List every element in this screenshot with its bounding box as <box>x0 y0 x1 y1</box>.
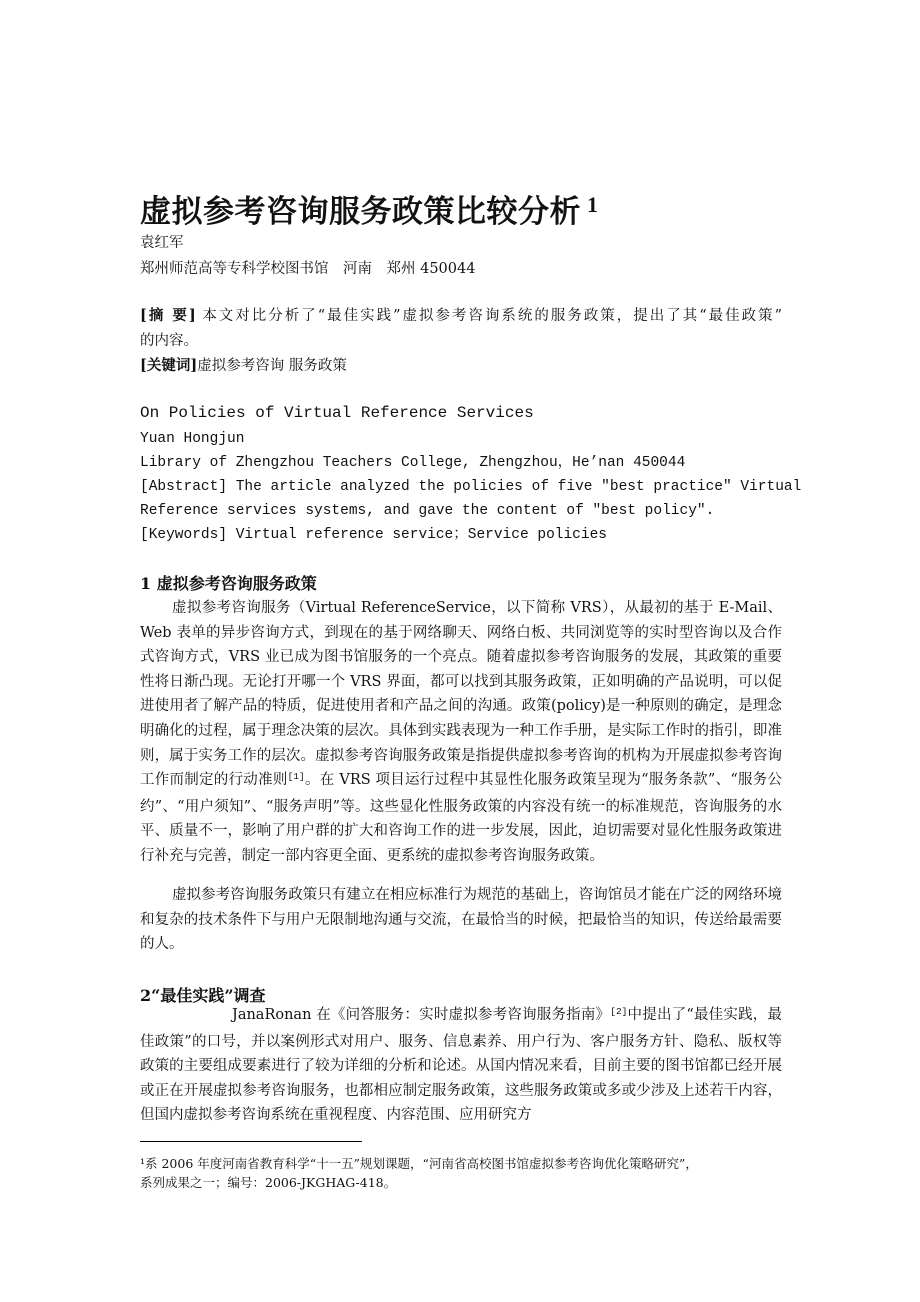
keywords-line <box>140 356 347 376</box>
footnote-rule <box>140 1141 362 1142</box>
keywords-label: [关键词] <box>140 357 198 374</box>
abstract-text-1: 本文对比分析了“最佳实践”虚拟参考咨询系统的服务政策，提出了其“最佳政策” <box>195 308 782 324</box>
section-2-heading: 2“最佳实践”调查 <box>140 986 266 1005</box>
keywords-text: 虚拟参考咨询 服务政策 <box>197 358 347 374</box>
en-title: On Policies of Virtual Reference Services <box>140 404 534 422</box>
title-text: 虚拟参考咨询服务政策比较分析 <box>140 194 581 230</box>
section-1-heading: 1 虚拟参考咨询服务政策 <box>140 574 317 593</box>
abstract-line-1 <box>140 306 782 326</box>
en-abstract-label: [Abstract] <box>140 479 228 495</box>
en-abstract-text-1: The article analyzed the policies of five "best practice" Virtual <box>227 479 802 495</box>
en-affiliation: Library of Zhengzhou Teachers College, Zhengzhou，He’nan 450044 <box>140 455 686 471</box>
s1p1-text-a: 虚拟参考咨询服务（Virtual ReferenceService，以下简称 VRS），从最初的基于 E-Mail、Web 表单的异步咨询方式，到现在的基于网络聊天、网络白板、共同浏览等的实时型咨询以及合作式咨询方式，VRS 业已成为图书馆服务的一个亮点。随着虚拟参考咨询服务的发展，其政策的重要性将日渐凸现。无论打开哪一个 VRS 界面，都可以找到其服务政策，正如明确的产品说明，可以促进使用者了解产品的特质，促进使用者和产品之间的沟通。政策(policy)是一种原则的确定，是理念明确化的过程，属于理念决策的层次。具体到实践表现为一种工作手册，是实际工作时的指引，即准则，属于实务工作的层次。虚拟参考咨询服务政策是指提供虚拟参考咨询的机构为开展虚拟参考咨询工作而制定的行动准则 <box>140 600 782 789</box>
s2p1-text-a: JanaRonan 在《问答服务：实时虚拟参考咨询服务指南》 <box>232 1007 611 1023</box>
en-keywords-label: [Keywords] <box>140 527 228 543</box>
en-keywords-line <box>140 525 607 545</box>
en-abstract-line-1 <box>140 477 802 497</box>
author: 袁红军 <box>140 235 184 251</box>
section-1-paragraph-2: 虚拟参考咨询服务政策只有建立在相应标准行为规范的基础上，咨询馆员才能在广泛的网络环境和复杂的技术条件下与用户无限制地沟通与交流，在最恰当的时候，把最恰当的知识，传送给最需要的人。 <box>140 887 782 953</box>
footnote-line-2: 系列成果之一；编号：2006-JKGHAG-418。 <box>140 1175 397 1190</box>
section-1-paragraph-1 <box>140 596 782 869</box>
en-author: Yuan Hongjun <box>140 431 245 447</box>
title-footnote-mark: 1 <box>587 192 599 217</box>
paper-title <box>140 186 599 231</box>
citation-ref-2[interactable]: [2] <box>610 1006 628 1017</box>
s2p1-text-b: 中提出了“最佳实践，最佳政策”的口号，并以案例形式对用户、服务、信息素养、用户行为、客户服务方针、隐私、版权等政策的主要组成要素进行了较为详细的分析和论述。从国内情况来看，目前主要的图书馆都已经开展或正在开展虚拟参考咨询服务，也都相应制定服务政策，这些服务政策或多或少涉及上述若干内容，但国内虚拟参考咨询系统在重视程度、内容范围、应用研究方 <box>140 1007 782 1124</box>
affiliation: 郑州师范高等专科学校图书馆 河南 郑州 450044 <box>140 261 476 277</box>
en-keywords-text: Virtual reference service；Service policies <box>227 527 607 543</box>
footnote-line-1: ¹系 2006 年度河南省教育科学“十一五”规划课题，“河南省高校图书馆虚拟参考咨询优化策略研究”， <box>140 1156 698 1171</box>
citation-ref-1[interactable]: [1] <box>287 771 305 783</box>
abstract-line-2: 的内容。 <box>140 333 198 349</box>
en-abstract-line-2: Reference services systems, and gave the content of "best policy". <box>140 503 715 519</box>
section-2-paragraph-1 <box>140 1003 782 1128</box>
s1p1-text-b: 。在 VRS 项目运行过程中其显性化服务政策呈现为“服务条款”、“服务公约”、“用户须知”、“服务声明”等。这些显化性服务政策的内容没有统一的标准规范，咨询服务的水平、质量不一，影响了用户群的扩大和咨询工作的进一步发展，因此，迫切需要对显化性服务政策进行补充与完善，制定一部内容更全面、更系统的虚拟参考咨询服务政策。 <box>140 772 783 864</box>
abstract-label: [摘 要] <box>140 307 196 324</box>
